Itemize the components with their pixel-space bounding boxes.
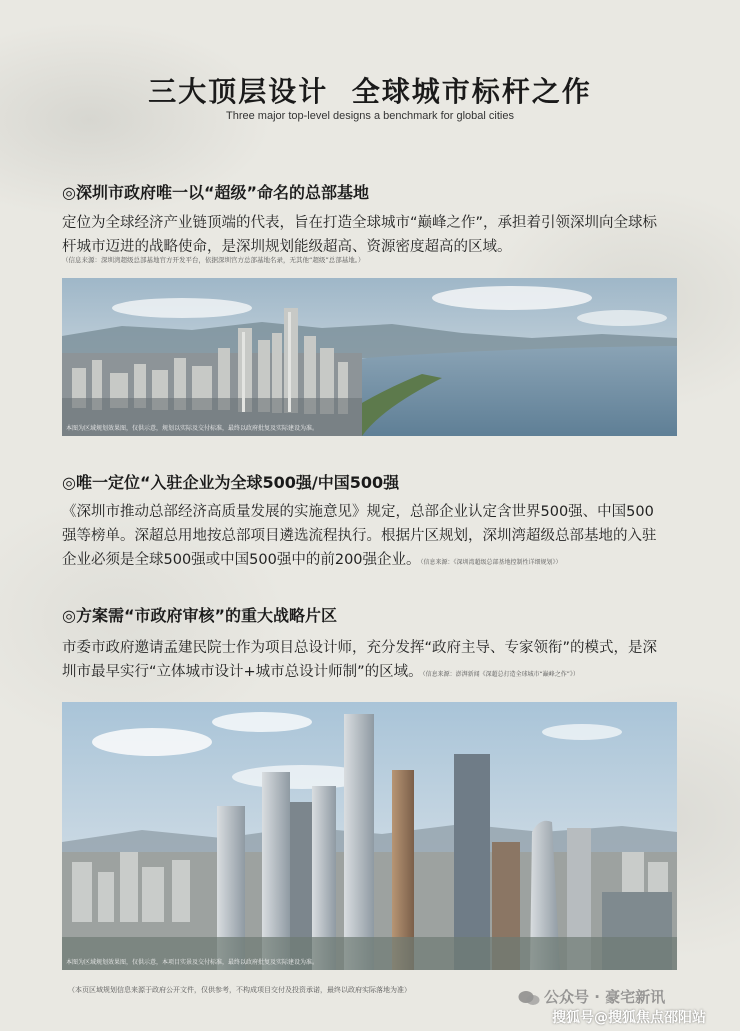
section-1-line-1: 定位为全球经济产业链顶端的代表，旨在打造全球城市“巅峰之作”，承担着引领深圳向全球标 bbox=[62, 215, 658, 231]
section-3-source: （信息来源：澎湃新闻《深超总打造全球城市“巅峰之作”》） bbox=[422, 671, 579, 678]
section-3-body bbox=[62, 636, 682, 687]
section-1-heading: ◎深圳市政府唯一以“超级”命名的总部基地 bbox=[62, 183, 369, 202]
section-2-source: （信息来源：《深圳湾超级总部基地控制性详细规划》） bbox=[420, 559, 562, 566]
sohu-watermark: 搜狐号@搜狐焦点邵阳站 bbox=[552, 1010, 706, 1026]
section-2-line-2: 强等榜单。深超总用地按总部项目遴选流程执行。根据片区规划，深圳湾超级总部基地的入驻 bbox=[62, 528, 657, 544]
section-2-heading: ◎唯一定位“入驻企业为全球500强/中国500强 bbox=[62, 473, 400, 492]
section-1-body bbox=[62, 211, 682, 259]
photo-2-caption: 本图为区域规划效果图，仅供示意，本项目实景及交付标准，最终以政府批复及实际建设为准。 bbox=[66, 959, 319, 966]
section-3-line-1: 市委市政府邀请孟建民院士作为项目总设计师，充分发挥“政府主导、专家领衔”的模式，是深 bbox=[62, 640, 658, 656]
coastal-skyline-photo bbox=[62, 278, 677, 436]
section-3-line-2 bbox=[62, 660, 682, 687]
section-1-source: （信息来源：深圳湾超级总部基地官方开发平台，依据深圳官方总部基地名录，无其他“超级”总部基地。） bbox=[62, 256, 365, 264]
page-title: 三大顶层设计 全球城市标杆之作 bbox=[148, 75, 592, 108]
section-2-body bbox=[62, 500, 682, 575]
wechat-watermark bbox=[518, 986, 665, 1007]
section-3-line-2-text: 圳市最早实行“立体城市设计+城市总设计师制”的区域。 bbox=[62, 664, 423, 680]
skyscraper-rendering-photo bbox=[62, 702, 677, 970]
wechat-account-name: 公众号 · 豪宅新讯 bbox=[544, 988, 666, 1006]
section-2-line-1: 《深圳市推动总部经济高质量发展的实施意见》规定，总部企业认定含世界500强、中国500 bbox=[62, 504, 654, 520]
footer-note: （本页区域规划信息来源于政府公开文件，仅供参考，不构成项目交付及投资承诺，最终以政府实际落地为准） bbox=[68, 986, 411, 994]
section-2-line-3 bbox=[62, 548, 682, 575]
wechat-icon bbox=[518, 989, 540, 1007]
page-subtitle: Three major top-level designs a benchmark for global cities bbox=[226, 110, 514, 122]
section-3-heading: ◎方案需“市政府审核”的重大战略片区 bbox=[62, 606, 337, 625]
photo-1-caption: 本图为区域规划效果图，仅供示意，规划以实际及交付标准，最终以政府批复及实际建设为准。 bbox=[66, 425, 319, 432]
section-1-line-2: 杆城市迈进的战略使命，是深圳规划能级超高、资源密度超高的区域。 bbox=[62, 239, 512, 255]
section-2-line-3-text: 企业必须是全球500强或中国500强中的前200强企业。 bbox=[62, 552, 421, 568]
